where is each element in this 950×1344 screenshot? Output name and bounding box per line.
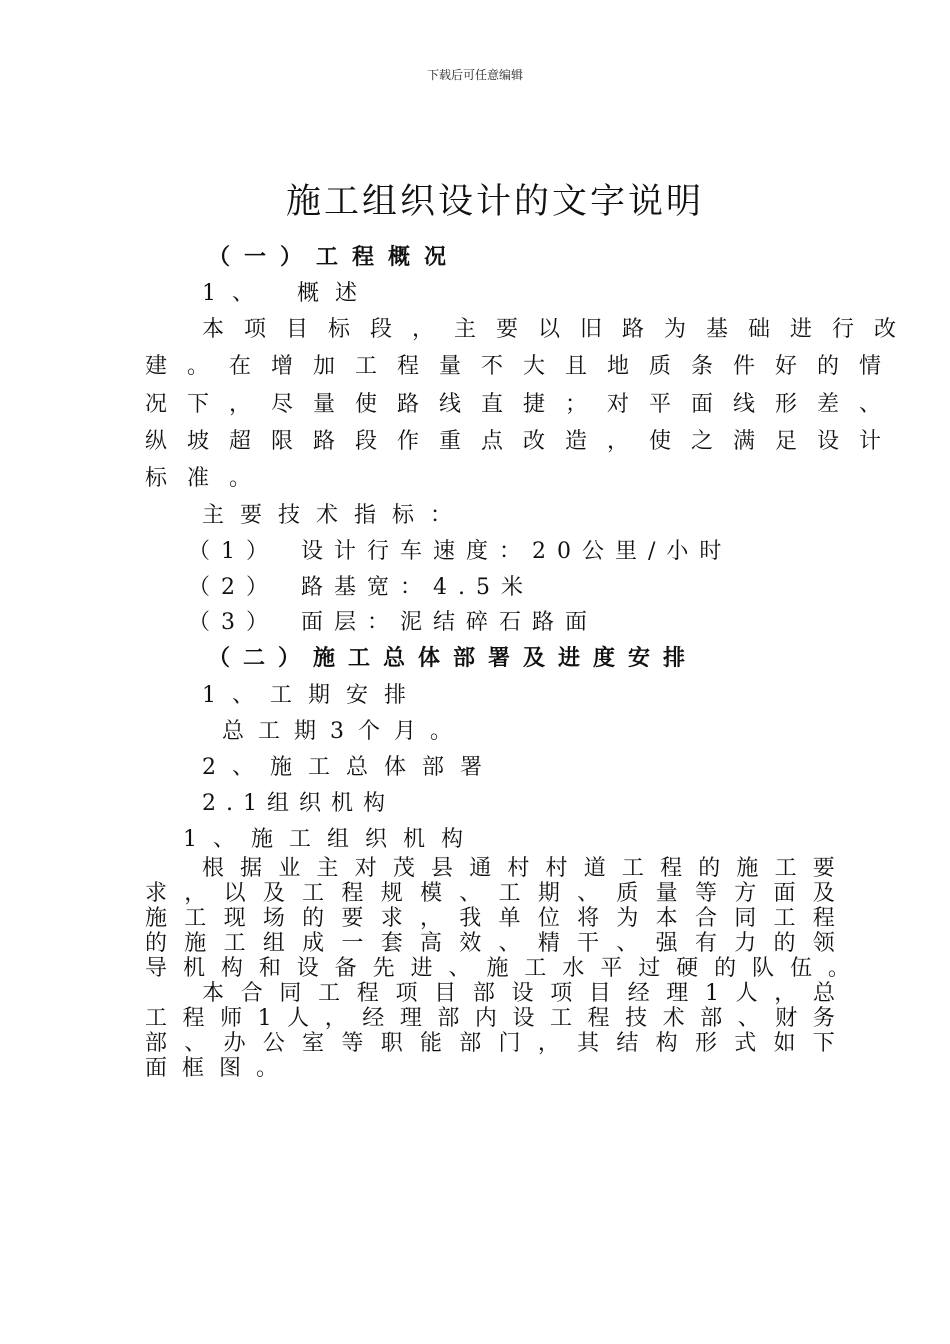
paragraph-char: 等 (694, 881, 717, 906)
paragraph-char: 理 (399, 1006, 422, 1031)
paragraph-char: 施 (145, 906, 168, 931)
paragraph-char: 设 (512, 1006, 535, 1031)
paragraph-line: 况下，尽量使路线直捷；对平面线形差、 (145, 392, 902, 417)
paragraph-char: 领 (812, 931, 835, 956)
paragraph-char: 术 (662, 1006, 685, 1031)
paragraph-char: 进 (410, 956, 433, 981)
paragraph-line (145, 1006, 835, 1031)
paragraph-char: 组 (262, 931, 285, 956)
paragraph-char: 工 (302, 881, 325, 906)
paragraph-char: 、 (448, 956, 471, 981)
paragraph-char: 图 (219, 1056, 242, 1081)
paragraph-line: 本项目标段，主要以旧路为基础进行改 (202, 317, 917, 342)
paragraph-char: 有 (694, 931, 717, 956)
paragraph-char: 场 (262, 906, 285, 931)
paragraph-char: 室 (302, 1031, 325, 1056)
paragraph-char: 成 (302, 931, 325, 956)
paragraph-char: 量 (655, 881, 678, 906)
paragraph-char: 职 (380, 1031, 403, 1056)
paragraph-char: 面 (773, 881, 796, 906)
paragraph-char: 1 (257, 1006, 272, 1031)
subheading-overview: 1、 概述 (202, 281, 373, 306)
paragraph-char: 主 (316, 856, 339, 881)
paragraph-char: 过 (638, 956, 661, 981)
paragraph-char: ， (774, 981, 797, 1006)
paragraph-char: 形 (694, 1031, 717, 1056)
paragraph-char: 工 (774, 856, 797, 881)
paragraph-char: 、 (498, 931, 521, 956)
tech-item: （2） 路基宽：4.5米 (188, 575, 534, 600)
paragraph-char: 现 (223, 906, 246, 931)
paragraph-char: 先 (372, 956, 395, 981)
paragraph-char: ， (537, 1031, 560, 1056)
paragraph-char: 设 (511, 981, 534, 1006)
paragraph-char: 部 (145, 1031, 168, 1056)
paragraph-char: 导 (145, 956, 168, 981)
paragraph-char: 工 (498, 881, 521, 906)
paragraph-char: 合 (694, 906, 717, 931)
paragraph-char: 设 (296, 956, 319, 981)
paragraph-char: 、 (577, 881, 600, 906)
paragraph-char: 工 (550, 1006, 573, 1031)
paragraph-char: 高 (419, 931, 442, 956)
paragraph-char: 通 (469, 856, 492, 881)
paragraph-char: 门 (498, 1031, 521, 1056)
paragraph-char: 师 (220, 1006, 243, 1031)
paragraph-char: ， (419, 906, 442, 931)
paragraph-char: 套 (380, 931, 403, 956)
paragraph-char: 期 (537, 881, 560, 906)
subheading-schedule: 1、工期安排 (202, 683, 422, 708)
paragraph-char: 程 (182, 1006, 205, 1031)
paragraph-char: 效 (459, 931, 482, 956)
paragraph-char: 位 (537, 906, 560, 931)
paragraph-char: 程 (587, 1006, 610, 1031)
paragraph-char: 对 (354, 856, 377, 881)
paragraph-char: 规 (380, 881, 403, 906)
paragraph-char: 队 (752, 956, 775, 981)
paragraph-char: 同 (279, 981, 302, 1006)
paragraph-char: 结 (616, 1031, 639, 1056)
paragraph-char: 公 (262, 1031, 285, 1056)
paragraph-char: 技 (625, 1006, 648, 1031)
paragraph-char: 及 (262, 881, 285, 906)
paragraph-char: 人 (735, 981, 758, 1006)
paragraph-char: 精 (537, 931, 560, 956)
paragraph-line: 纵坡超限路段作重点改造，使之满足设计 (145, 429, 902, 454)
paragraph-char: 合 (240, 981, 263, 1006)
paragraph-char: 质 (616, 881, 639, 906)
paragraph-char: 干 (577, 931, 600, 956)
paragraph-line: 建。在增加工程量不大且地质条件好的情 (145, 354, 902, 379)
paragraph-char: 为 (616, 906, 639, 931)
paragraph-char: 的 (145, 931, 168, 956)
paragraph-char: 要 (812, 856, 835, 881)
paragraph-char: 我 (459, 906, 482, 931)
paragraph-char: 人 (287, 1006, 310, 1031)
paragraph-char: 的 (773, 931, 796, 956)
paragraph-char: 。 (256, 1056, 279, 1081)
paragraph-char: 经 (362, 1006, 385, 1031)
paragraph-char: 工 (184, 906, 207, 931)
paragraph-char: 面 (145, 1056, 168, 1081)
subheading-construction-org: 1、施工组织机构 (183, 827, 479, 852)
paragraph-char: 1 (704, 981, 719, 1006)
paragraph-char: 一 (341, 931, 364, 956)
paragraph-char: 内 (474, 1006, 497, 1031)
paragraph-char: 模 (419, 881, 442, 906)
paragraph-char: 业 (278, 856, 301, 881)
paragraph-char: 财 (775, 1006, 798, 1031)
paragraph-char: 务 (812, 1006, 835, 1031)
document-title: 施工组织设计的文字说明 (285, 182, 704, 222)
paragraph-char: 伍 (789, 956, 812, 981)
paragraph-char: 和 (258, 956, 281, 981)
paragraph-char: 的 (714, 956, 737, 981)
paragraph-char: 同 (734, 906, 757, 931)
paragraph-char: 理 (666, 981, 689, 1006)
paragraph-line (145, 1031, 835, 1056)
tech-item: （3） 面层：泥结碎石路面 (188, 610, 598, 635)
paragraph-char: 式 (734, 1031, 757, 1056)
paragraph-char: 下 (812, 1031, 835, 1056)
paragraph-char: 部 (700, 1006, 723, 1031)
paragraph-char: 根 (202, 856, 225, 881)
tech-indicators-title: 主要技术指标： (202, 503, 469, 528)
section-heading-2: （二）施工总体部署及进度安排 (208, 645, 699, 671)
paragraph-line (145, 981, 835, 1006)
paragraph-char: 等 (341, 1031, 364, 1056)
section-heading-1: （一）工程概况 (208, 244, 461, 270)
page-header: 下载后可任意编辑 (426, 68, 523, 82)
paragraph-char: 力 (734, 931, 757, 956)
paragraph-char: 求 (380, 906, 403, 931)
organization-paragraph (145, 856, 850, 1081)
paragraph-char: 框 (182, 1056, 205, 1081)
paragraph-char: 平 (600, 956, 623, 981)
paragraph-line (145, 1056, 835, 1081)
subheading-deployment: 2、施工总体部署 (202, 755, 498, 780)
paragraph-char: 程 (812, 906, 835, 931)
paragraph-line (145, 931, 835, 956)
paragraph-char: 机 (182, 956, 205, 981)
paragraph-char: 方 (734, 881, 757, 906)
paragraph-char: 部 (459, 1031, 482, 1056)
paragraph-char: 、 (459, 881, 482, 906)
paragraph-char: 、 (737, 1006, 760, 1031)
paragraph-line: 标准。 (145, 466, 272, 491)
paragraph-char: 要 (341, 906, 364, 931)
paragraph-char: 办 (223, 1031, 246, 1056)
paragraph-char: 求 (145, 881, 168, 906)
paragraph-char: 的 (302, 906, 325, 931)
paragraph-char: 县 (431, 856, 454, 881)
paragraph-char: 部 (472, 981, 495, 1006)
paragraph-char: 的 (698, 856, 721, 881)
paragraph-line (145, 856, 835, 881)
paragraph-char: 工 (773, 906, 796, 931)
paragraph-char: 目 (434, 981, 457, 1006)
paragraph-char: 水 (562, 956, 585, 981)
paragraph-char: 程 (341, 881, 364, 906)
paragraph-char: 道 (583, 856, 606, 881)
paragraph-char: 据 (240, 856, 263, 881)
paragraph-char: 施 (736, 856, 759, 881)
paragraph-char: 项 (550, 981, 573, 1006)
paragraph-char: 、 (184, 1031, 207, 1056)
subheading-organization: 2.1组织机构 (202, 791, 395, 816)
paragraph-char: 工 (145, 1006, 168, 1031)
schedule-text: 总工期3个月。 (222, 719, 466, 744)
paragraph-char: 程 (660, 856, 683, 881)
paragraph-char: 施 (486, 956, 509, 981)
paragraph-char: 本 (202, 981, 225, 1006)
paragraph-char: 单 (498, 906, 521, 931)
paragraph-char: 其 (577, 1031, 600, 1056)
paragraph-char: 施 (184, 931, 207, 956)
paragraph-char: 工 (318, 981, 341, 1006)
paragraph-line (145, 956, 850, 981)
paragraph-line (145, 881, 835, 906)
paragraph-char: 以 (223, 881, 246, 906)
paragraph-char: 工 (621, 856, 644, 881)
paragraph-char: 、 (616, 931, 639, 956)
paragraph-char: 如 (773, 1031, 796, 1056)
paragraph-char: 总 (812, 981, 835, 1006)
paragraph-char: 硬 (676, 956, 699, 981)
paragraph-char: 茂 (392, 856, 415, 881)
paragraph-char: ， (324, 1006, 347, 1031)
paragraph-line (145, 906, 835, 931)
paragraph-char: ， (184, 881, 207, 906)
paragraph-char: 工 (524, 956, 547, 981)
paragraph-char: 部 (437, 1006, 460, 1031)
paragraph-char: 。 (827, 956, 850, 981)
paragraph-char: 村 (507, 856, 530, 881)
paragraph-char: 构 (655, 1031, 678, 1056)
paragraph-char: 及 (812, 881, 835, 906)
paragraph-char: 项 (395, 981, 418, 1006)
paragraph-char: 构 (220, 956, 243, 981)
paragraph-char: 工 (223, 931, 246, 956)
paragraph-char: 能 (419, 1031, 442, 1056)
paragraph-char: 强 (655, 931, 678, 956)
paragraph-char: 目 (588, 981, 611, 1006)
paragraph-char: 将 (577, 906, 600, 931)
paragraph-char: 村 (545, 856, 568, 881)
paragraph-char: 程 (356, 981, 379, 1006)
paragraph-char: 备 (334, 956, 357, 981)
tech-item: （1） 设计行车速度：20公里/小时 (188, 539, 733, 564)
paragraph-char: 本 (655, 906, 678, 931)
paragraph-char: 经 (627, 981, 650, 1006)
